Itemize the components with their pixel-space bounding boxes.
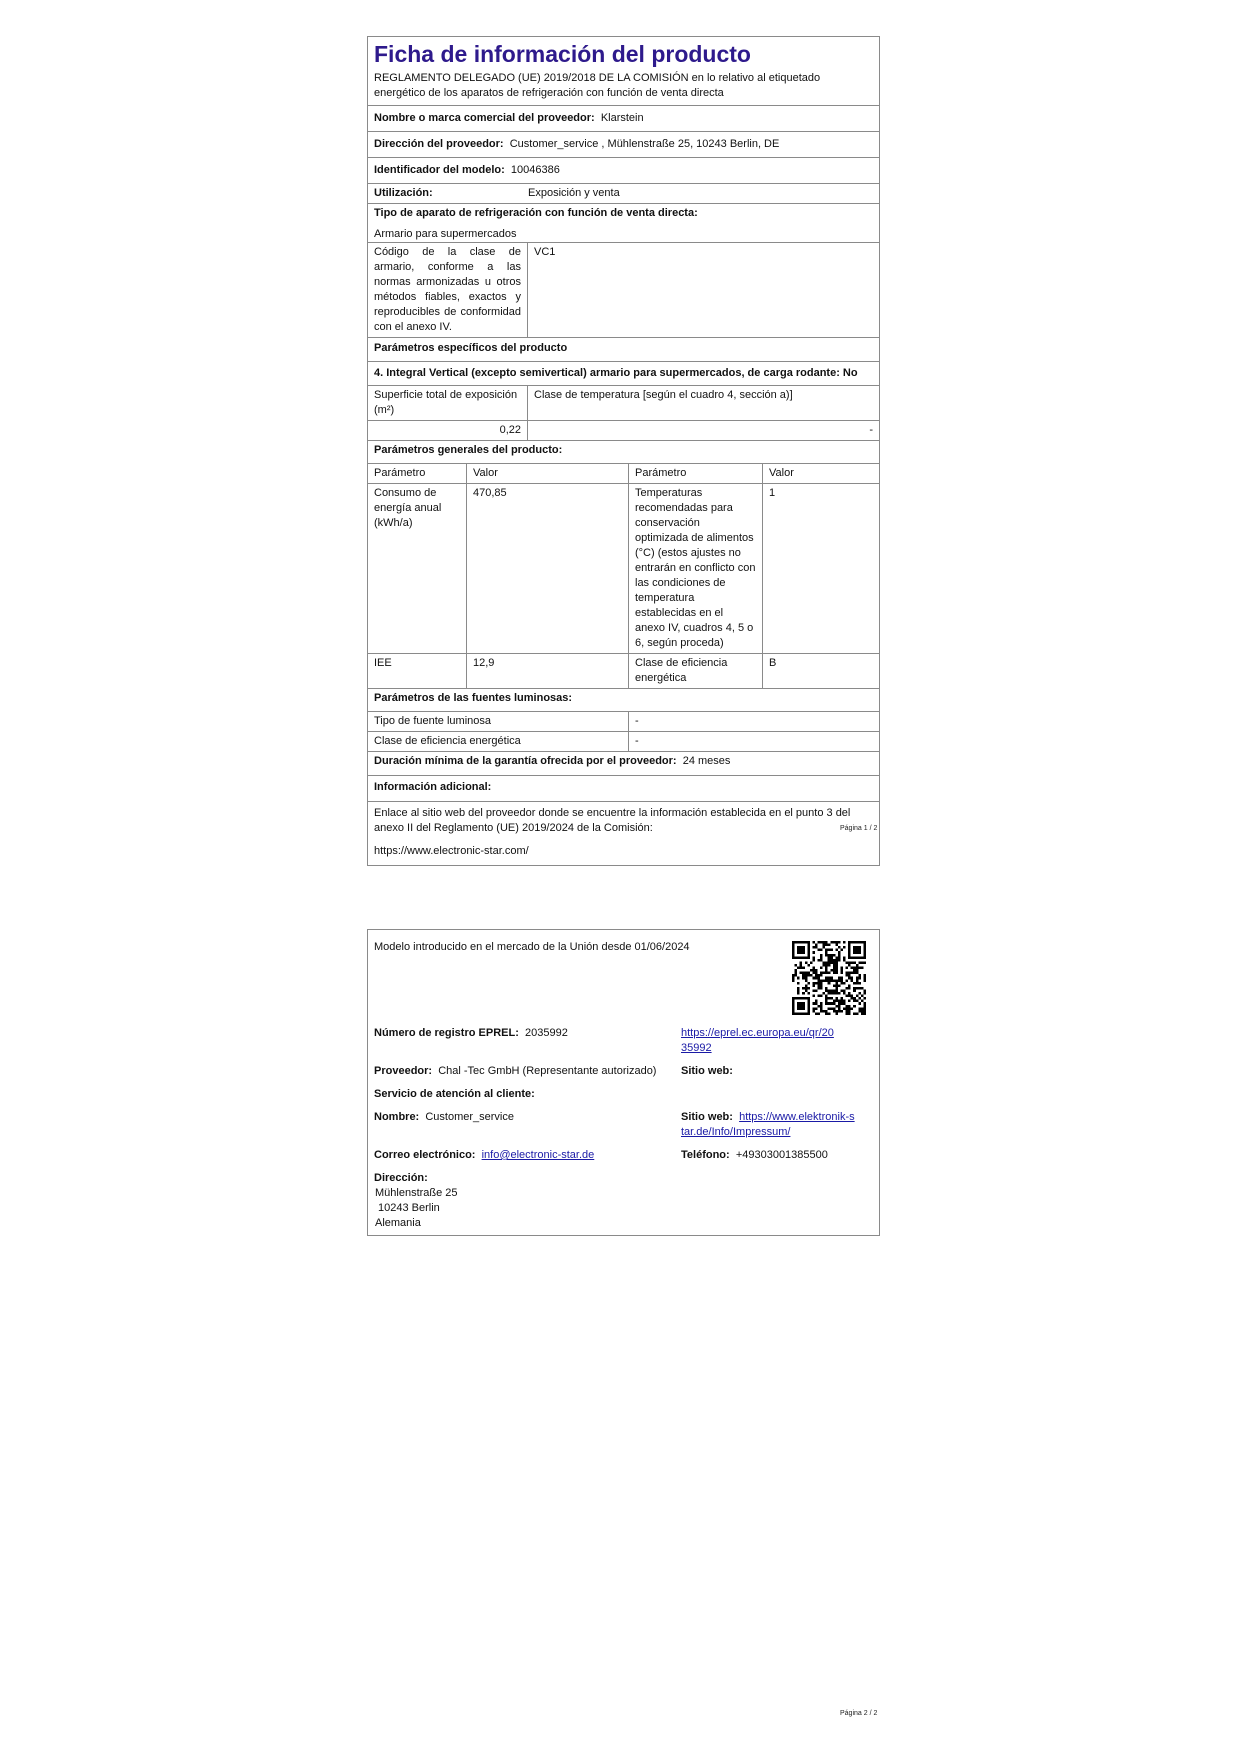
eprel-value: 2035992 <box>524 1027 568 1039</box>
eprel-url-line-2[interactable]: 35992 <box>681 1042 712 1054</box>
integral-row <box>368 362 879 386</box>
temp-class-label: Clase de temperatura [según el cuadro 4, sección a)] <box>534 389 793 401</box>
light-params-row <box>368 689 879 712</box>
additional-row <box>368 776 879 802</box>
address-line-1: Mühlenstraße 25 <box>375 1187 458 1199</box>
consumption-label: Consumo de energía anual (kWh/a) <box>368 484 467 653</box>
page-number-2: Página 2 / 2 <box>840 1710 878 1717</box>
provider-row <box>374 1064 656 1079</box>
website-label: Sitio web: <box>681 1065 733 1077</box>
cabinet-code-value: VC1 <box>534 246 556 258</box>
email-row <box>374 1148 594 1163</box>
general-params-row <box>368 441 879 464</box>
additional-label: Información adicional: <box>374 781 492 793</box>
supplier-row <box>368 106 879 132</box>
display-area-header-row <box>368 386 879 421</box>
link-row <box>368 802 879 865</box>
light-type-label: Tipo de fuente luminosa <box>368 712 629 731</box>
warranty-label: Duración mínima de la garantía ofrecida por el proveedor: <box>374 755 677 767</box>
address2-label: Dirección: <box>374 1172 428 1184</box>
eff-class-value: B <box>769 657 777 669</box>
name-value: Customer_service <box>425 1111 514 1123</box>
address-line-2: 10243 Berlin <box>378 1202 440 1214</box>
model-label: Identificador del modelo: <box>374 164 505 176</box>
phone-row <box>681 1148 828 1163</box>
phone-label: Teléfono: <box>681 1149 730 1161</box>
consumption-value: 470,85 <box>467 484 629 653</box>
page-title: Ficha de información del producto <box>374 41 751 67</box>
light-eff-row <box>368 732 879 752</box>
eprel-url-line-1[interactable]: https://eprel.ec.europa.eu/qr/20 <box>681 1027 834 1039</box>
warranty-row <box>368 752 879 776</box>
eprel-info-sheet <box>367 929 880 1236</box>
provider-value: Chal -Tec GmbH (Representante autorizado) <box>438 1065 657 1077</box>
email-link[interactable]: info@electronic-star.de <box>481 1149 595 1161</box>
table-row <box>368 654 879 689</box>
eprel-row <box>374 1026 568 1041</box>
type-row <box>368 204 879 243</box>
col-header-param-2: Parámetro <box>629 464 763 483</box>
name-label: Nombre: <box>374 1111 420 1123</box>
link-text: Enlace al sitio web del proveedor donde se encuentre la información establecida en el punto 3 del anexo II del Reglamento (UE) 2019/2024 de la Comisión: <box>374 807 851 834</box>
use-label: Utilización: <box>374 187 433 199</box>
table-row <box>368 484 879 654</box>
display-area-label: Superficie total de exposición (m²) <box>368 386 528 420</box>
address2-row <box>374 1171 458 1231</box>
email-label: Correo electrónico: <box>374 1149 476 1161</box>
customer-service-row <box>374 1087 535 1102</box>
iee-label: IEE <box>368 654 467 688</box>
placed-on-market: Modelo introducido en el mercado de la Unión desde 01/06/2024 <box>374 941 690 953</box>
temp-class-value: - <box>869 424 873 436</box>
light-eff-label: Clase de eficiencia energética <box>368 732 629 751</box>
website-row <box>681 1064 733 1079</box>
light-eff-value: - <box>635 735 639 747</box>
type-value: Armario para supermercados <box>374 228 517 240</box>
supplier-website-link[interactable]: https://www.electronic-star.com/ <box>374 845 529 857</box>
display-area-value: 0,22 <box>368 421 528 440</box>
light-type-row <box>368 712 879 732</box>
warranty-value: 24 meses <box>682 755 731 767</box>
model-value: 10046386 <box>510 164 560 176</box>
use-row <box>368 184 879 204</box>
col-header-value-1: Valor <box>467 464 629 483</box>
eprel-label: Número de registro EPREL: <box>374 1027 519 1039</box>
eff-class-label: Clase de eficiencia energética <box>629 654 763 688</box>
qr-code-icon[interactable] <box>792 941 866 1015</box>
address-value: Customer_service , Mühlenstraße 25, 10243 Berlin, DE <box>509 138 780 150</box>
light-type-value: - <box>635 715 639 727</box>
use-value: Exposición y venta <box>528 187 620 199</box>
website2-row <box>681 1110 855 1140</box>
temps-label: Temperaturas recomendadas para conservación optimizada de alimentos (°C) (estos ajustes no entrarán en conflicto con las condiciones de temperatura establecidas en el anexo IV, cuadros 4, 5 o 6, según proceda) <box>629 484 763 653</box>
col-header-param-1: Parámetro <box>368 464 467 483</box>
address-label: Dirección del proveedor: <box>374 138 504 150</box>
temps-value: 1 <box>769 487 776 499</box>
cabinet-code-label: Código de la clase de armario, conforme a las normas armonizadas u otros métodos fiables, exactos y reproducibles de conformidad con el anexo IV. <box>368 243 528 337</box>
col-header-value-2: Valor <box>769 467 794 479</box>
iee-value: 12,9 <box>467 654 629 688</box>
eprel-url[interactable] <box>681 1026 834 1056</box>
phone-value: +49303001385500 <box>735 1149 828 1161</box>
specific-params-row <box>368 338 879 362</box>
regulation-text: REGLAMENTO DELEGADO (UE) 2019/2018 DE LA COMISIÓN en lo relativo al etiquetado energético de los aparatos de refrigeración con función de venta directa <box>368 69 879 106</box>
general-params-label: Parámetros generales del producto: <box>374 444 563 456</box>
integral-line: 4. Integral Vertical (excepto semivertical) armario para supermercados, de carga rodante: No <box>374 367 858 379</box>
cabinet-code-row <box>368 243 879 338</box>
product-info-sheet <box>367 36 880 866</box>
website2-link-line-1[interactable]: https://www.elektronik-s <box>739 1111 855 1123</box>
website2-label: Sitio web: <box>681 1111 733 1123</box>
supplier-label: Nombre o marca comercial del proveedor: <box>374 112 595 124</box>
model-row <box>368 158 879 184</box>
display-area-value-row <box>368 421 879 441</box>
name-row <box>374 1110 514 1125</box>
address-line-3: Alemania <box>375 1217 421 1229</box>
light-params-label: Parámetros de las fuentes luminosas: <box>374 692 573 704</box>
page-number-1: Página 1 / 2 <box>840 825 878 832</box>
address-row <box>368 132 879 158</box>
customer-service-label: Servicio de atención al cliente: <box>374 1088 535 1100</box>
website2-link-line-2[interactable]: tar.de/Info/Impressum/ <box>681 1126 791 1138</box>
supplier-value: Klarstein <box>600 112 644 124</box>
type-label: Tipo de aparato de refrigeración con función de venta directa: <box>374 207 698 219</box>
provider-label: Proveedor: <box>374 1065 433 1077</box>
specific-params-label: Parámetros específicos del producto <box>374 342 568 354</box>
general-table-header <box>368 464 879 484</box>
